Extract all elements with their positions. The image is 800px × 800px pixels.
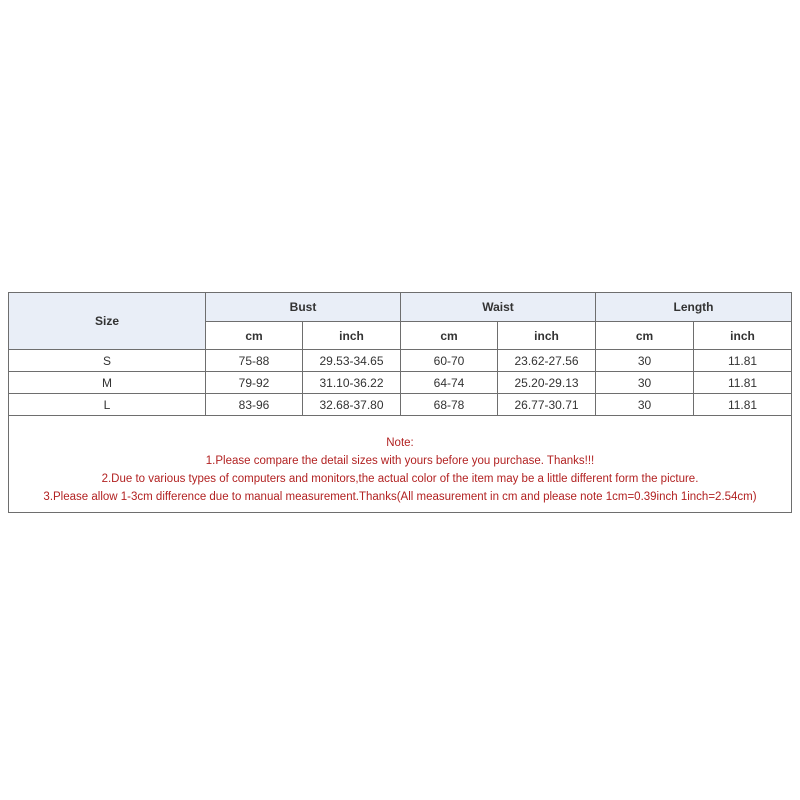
bust-header: Bust — [206, 293, 401, 322]
length-cm-header: cm — [596, 322, 694, 350]
table-row — [9, 350, 792, 372]
header-row-groups — [9, 293, 792, 322]
length-inch-header: inch — [694, 322, 792, 350]
note-line-2: 2.Due to various types of computers and monitors,the actual color of the item may be a little different form the picture. — [101, 473, 699, 485]
table-row — [9, 394, 792, 416]
bust-cm-header: cm — [206, 322, 303, 350]
waist-cm-cell: 64-74 — [401, 372, 498, 394]
bust-inch-cell: 29.53-34.65 — [303, 350, 401, 372]
waist-cm-cell: 60-70 — [401, 350, 498, 372]
length-inch-cell: 11.81 — [694, 372, 792, 394]
waist-inch-cell: 26.77-30.71 — [498, 394, 596, 416]
notes-row — [9, 416, 792, 513]
bust-inch-cell: 31.10-36.22 — [303, 372, 401, 394]
bust-inch-cell: 32.68-37.80 — [303, 394, 401, 416]
bust-cm-cell: 83-96 — [206, 394, 303, 416]
table-row — [9, 372, 792, 394]
length-inch-cell: 11.81 — [694, 394, 792, 416]
length-cm-cell: 30 — [596, 350, 694, 372]
bust-cm-cell: 75-88 — [206, 350, 303, 372]
waist-inch-header: inch — [498, 322, 596, 350]
length-cm-cell: 30 — [596, 372, 694, 394]
size-table — [8, 292, 792, 513]
notes-block — [9, 422, 791, 506]
waist-cm-cell: 68-78 — [401, 394, 498, 416]
waist-inch-cell: 25.20-29.13 — [498, 372, 596, 394]
size-chart — [8, 292, 791, 508]
length-inch-cell: 11.81 — [694, 350, 792, 372]
notes-cell — [9, 416, 792, 513]
size-cell: M — [9, 372, 206, 394]
waist-inch-cell: 23.62-27.56 — [498, 350, 596, 372]
note-line-3: 3.Please allow 1-3cm difference due to manual measurement.Thanks(All measurement in cm and please note 1cm=0.39inch 1inch=2.54cm) — [43, 491, 757, 503]
size-cell: L — [9, 394, 206, 416]
size-cell: S — [9, 350, 206, 372]
note-line-1: 1.Please compare the detail sizes with yours before you purchase. Thanks!!! — [205, 455, 595, 467]
size-header: Size — [9, 293, 206, 350]
length-cm-cell: 30 — [596, 394, 694, 416]
waist-header: Waist — [401, 293, 596, 322]
notes-title: Note: — [386, 437, 414, 449]
bust-inch-header: inch — [303, 322, 401, 350]
length-header: Length — [596, 293, 792, 322]
bust-cm-cell: 79-92 — [206, 372, 303, 394]
waist-cm-header: cm — [401, 322, 498, 350]
